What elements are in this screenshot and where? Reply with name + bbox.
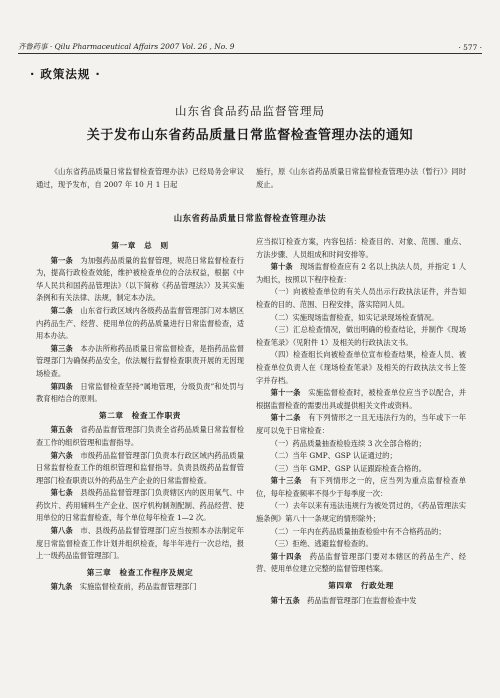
intro-text-left: 《山东省药品质量日常监督检查管理办法》已经局务会审议通过，现予发布，自 2007 年 10 月 1 日起	[36, 167, 244, 189]
article-number: 第六条	[50, 450, 73, 460]
body-paragraph: 应当拟订检查方案，内容包括：检查目的、对象、范围、重点、方法步骤、人员组成和时间安排等。	[256, 237, 466, 259]
article-number: 第七条	[50, 488, 73, 498]
article-number: 第十三条	[270, 476, 302, 486]
article-text: 市、县级药品监督管理部门应当按照本办法制定年度日常监督检查工作计划并组织检查，每半年进行一次总结，报上一级药品监督管理部门。	[36, 526, 245, 561]
article-number: 第一条	[50, 255, 73, 265]
chapter-heading: 第一章 总 则	[111, 241, 169, 250]
article-text: 市级药品监督管理部门负责本行政区域内药品质量日常监督检查工作的组织管理和监督指导。负责县级药品监督管理部门检查职责以外的药品生产企业的日常监督检查。	[36, 450, 245, 485]
page-number: · 577 ·	[458, 43, 482, 52]
article-number: 第八条	[50, 526, 73, 536]
intro-text-right: 施行，原《山东省药品质量日常监督检查管理办法（暂行）》同时废止。	[256, 167, 466, 189]
chapter-heading: 第四章 行政处理	[328, 581, 394, 591]
article-text: 实施监督检查时，被检查单位应当予以配合，并根据监督检查的需要出具或提供相关文件或资料。	[256, 388, 467, 410]
header-rule	[18, 53, 482, 54]
article-text: 实施监督检查前，药品监督管理部门	[79, 582, 197, 592]
notice-title: 关于发布山东省药品质量日常监督检查管理办法的通知	[86, 128, 414, 143]
article-paragraph	[36, 343, 244, 381]
article-text: 现场监督检查应有 2 名以上执法人员，并指定 1 人为组长，按照以下程序检查：	[256, 262, 467, 284]
article-paragraph	[36, 581, 244, 594]
left-column	[36, 236, 244, 594]
intro-right	[256, 166, 466, 191]
article-number: 第十五条	[270, 595, 300, 605]
article-text: 有下列情形之一的，应当列为重点监督检查单位，每年检查频率不得少于每季度一次：	[256, 476, 467, 498]
article-number: 第九条	[50, 582, 73, 592]
article-paragraph	[256, 595, 466, 608]
article-text: 山东省行政区域内各级药品监督管理部门对本辖区内药品生产、经营、使用单位的药品质量进行日常监督检查，适用本办法。	[36, 305, 245, 341]
article-text: 药品监督管理部门在监督检查中发	[307, 595, 417, 605]
article-text: 有下列情形之一且无违法行为的，当年或下一年度可以免于日常检查：	[256, 413, 467, 435]
article-text: 日常监督检查坚持“属地管理，分级负责”和处罚与教育相结合的原则。	[36, 381, 244, 404]
article-paragraph	[256, 412, 466, 437]
body-paragraph: （一）向被检查单位的有关人员出示行政执法证件，并告知检查的目的、范围、日程安排，落实陪同人员。	[256, 287, 466, 309]
body-paragraph: （二）实施现场监督检查，如实记录现场检查情况。	[270, 312, 439, 322]
body-paragraph: （三）汇总检查情况，做出明确的检查结论，并制作《现场检查笔录》（见附件 1）及相关的行政执法文书。	[256, 325, 466, 347]
article-paragraph	[36, 381, 244, 406]
journal-name: 齐鲁药事 · Qilu Pharmaceutical Affairs 2007 Vol. 26 , No. 9	[18, 42, 235, 51]
body-paragraph: （三）拒绝、逃避监督检查的。	[270, 539, 373, 549]
article-text: 县级药品监督管理部门负责辖区内的医用氧气、中药饮片、药用辅料生产企业、医疗机构制剂配制、药品经营、使用单位的日常监督检查，每个单位每年检查 1—2 次。	[36, 488, 245, 523]
article-text: 省药品监督管理部门负责全省药品质量日常监督检查工作的组织管理和监督指导。	[36, 425, 245, 447]
article-text: 为加强药品质量的监督管理，规范日常监督检查行为，提高行政检查效能，维护被检查单位的合法权益，根据《中华人民共和国药品管理法》（以下简称《药品管理法》）及其实施条例和有关法律、法规，制定本办法。	[36, 255, 245, 303]
article-paragraph	[256, 261, 466, 286]
section-label: · 政策法规 ·	[30, 67, 101, 81]
article-number: 第四条	[50, 381, 73, 391]
article-paragraph	[36, 305, 244, 343]
body-paragraph: （三）当年 GMP、GSP 认证跟踪检查合格的。	[270, 463, 426, 473]
running-header	[18, 38, 482, 52]
article-number: 第三条	[50, 343, 73, 353]
body-paragraph: （二）当年 GMP、GSP 认证通过的；	[270, 451, 397, 461]
article-number: 第十四条	[270, 551, 302, 561]
article-number: 第十一条	[270, 388, 301, 398]
body-paragraph: （一）药品质量抽查检验连续 3 次全部合格的；	[270, 438, 426, 448]
issuer: 山东省食品药品监督管理局	[175, 104, 325, 118]
article-number: 第十二条	[270, 413, 301, 423]
article-paragraph	[256, 387, 466, 412]
body-paragraph: （一）去年以来有违法违规行为被处罚过的，《药品管理法实施条例》第八十一条规定的情形除外；	[256, 501, 466, 524]
article-text: 本办法所称药品质量日常监督检查，是指药品监督管理部门为确保药品安全，依法履行监督检查职责开展的无因现场检查。	[36, 343, 245, 378]
article-paragraph	[36, 487, 244, 525]
intro-left	[36, 166, 244, 191]
chapter-heading: 第二章 检查工作职责	[99, 410, 181, 420]
article-text: 药品监督管理部门要对本辖区的药品生产、经营、使用单位建立完整的监督管理档案。	[256, 551, 467, 574]
article-paragraph	[256, 551, 466, 576]
article-paragraph	[36, 450, 244, 488]
article-paragraph	[256, 475, 466, 500]
article-paragraph	[36, 525, 244, 563]
body-paragraph: （二）一年内在药品质量抽查检验中有不合格药品的；	[270, 526, 446, 536]
article-number: 第十条	[270, 262, 293, 272]
article-number: 第二条	[50, 305, 73, 315]
article-paragraph	[36, 424, 244, 449]
right-column	[256, 236, 466, 607]
chapter-heading: 第三章 检查工作程序及规定	[86, 567, 194, 577]
article-number: 第五条	[50, 425, 73, 435]
regulation-title: 山东省药品质量日常监督检查管理办法	[173, 213, 327, 223]
body-paragraph: （四）检查组长向被检查单位宣布检查结果，检查人员、被检查单位负责人在《现场检查笔录》及相关的行政执法文书上签字并存档。	[256, 350, 466, 385]
article-paragraph	[36, 255, 244, 305]
